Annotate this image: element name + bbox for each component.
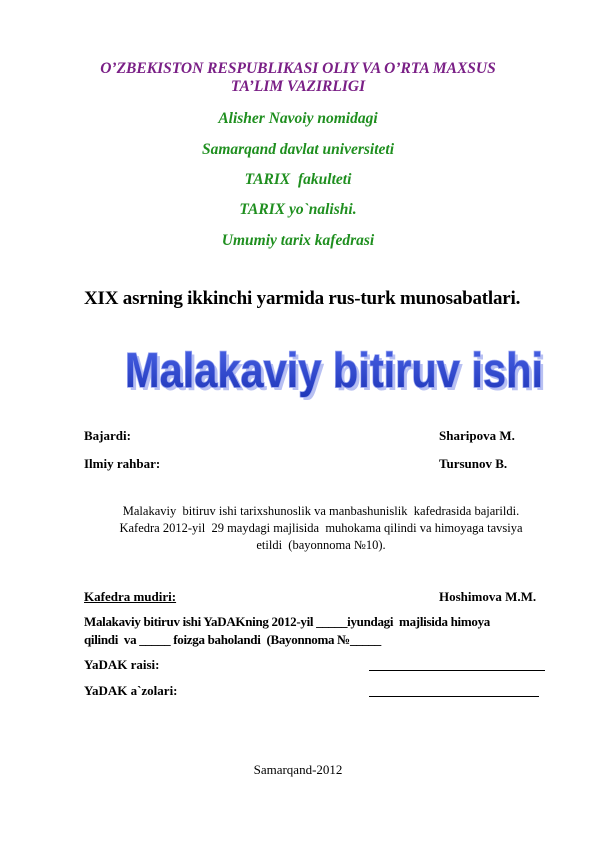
yadak-chair-signature-line — [369, 670, 545, 671]
yadak-line2: qilindi va _____ foizga baholandi (Bayonnoma №_____ — [84, 632, 381, 647]
banner-shadow: Malakaviy bitiruv ishi — [128, 347, 546, 400]
performed-name: Sharipova M. — [439, 428, 515, 443]
thesis-type-banner — [110, 338, 560, 400]
banner-text: Malakaviy bitiruv ishi — [125, 344, 543, 398]
faculty-name: TARIX fakulteti — [244, 171, 352, 188]
direction-name: TARIX yo`nalishi. — [239, 201, 357, 218]
supervisor-name: Tursunov B. — [439, 456, 508, 471]
named-after: Alisher Navoiy nomidagi — [218, 110, 378, 127]
university-name: Samarqand davlat universiteti — [201, 141, 395, 158]
yadak-chair-label: YaDAK raisi: — [84, 657, 160, 672]
supervisor-label: Ilmiy rahbar: — [84, 456, 161, 471]
yadak-line1: Malakaviy bitiruv ishi YaDAKning 2012-yil _____iyundagi majlisida himoya — [84, 614, 490, 629]
yadak-members-label: YaDAK a`zolari: — [84, 683, 178, 698]
head-of-department-name: Hoshimova M.M. — [439, 589, 537, 604]
note-line3: etildi (bayonnoma №10). — [256, 538, 386, 552]
yadak-members-signature-line — [369, 696, 539, 697]
thesis-title: XIX asrning ikkinchi yarmida rus-turk munosabatlari. — [84, 288, 521, 309]
department-name: Umumiy tarix kafedrasi — [221, 232, 375, 249]
ministry-title-line2: TA’LIM VAZIRLIGI — [230, 78, 366, 95]
performed-label: Bajardi: — [84, 428, 131, 443]
ministry-title-line1: O’ZBEKISTON RESPUBLIKASI OLIY VA O’RTA MAXSUS — [100, 60, 496, 77]
city-year: Samarqand-2012 — [253, 762, 343, 777]
note-line2: Kafedra 2012-yil 29 maydagi majlisida muhokama qilindi va himoyaga tavsiya — [119, 521, 523, 535]
note-line1: Malakaviy bitiruv ishi tarixshunoslik va manbashunislik kafedrasida bajarildi. — [122, 504, 520, 518]
banner-wordart — [110, 338, 560, 400]
head-of-department-label: Kafedra mudiri: — [84, 589, 177, 604]
